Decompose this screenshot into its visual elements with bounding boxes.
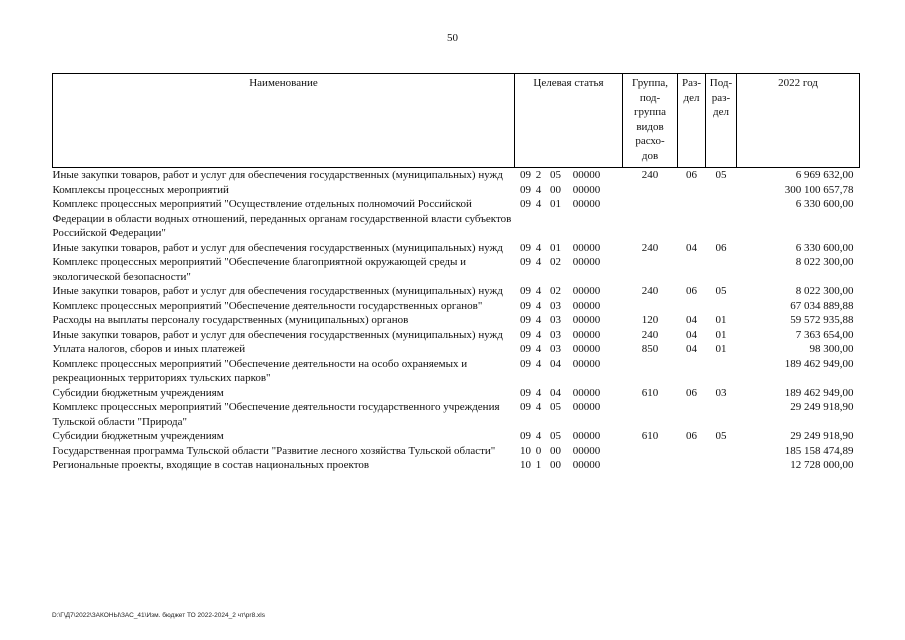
row-amount-2022: 67 034 889,88 bbox=[790, 299, 854, 312]
target-code-part: 09 bbox=[520, 314, 531, 326]
target-code-part: 00 bbox=[550, 459, 561, 471]
target-code-part: 09 bbox=[520, 241, 531, 254]
row-section bbox=[678, 299, 706, 314]
target-code-part: 01 bbox=[550, 241, 561, 254]
header-section-line: Раз- bbox=[681, 77, 701, 89]
target-code-part: 00000 bbox=[572, 328, 601, 341]
row-subsection: 05 bbox=[715, 285, 727, 297]
target-code-part: 03 bbox=[550, 314, 561, 326]
target-code-part: 09 bbox=[520, 357, 531, 370]
row-amount-2022: 7 363 654,00 bbox=[795, 328, 854, 341]
row-target-article bbox=[515, 197, 623, 241]
row-name: Уплата налогов, сборов и иных платежей bbox=[52, 343, 246, 355]
row-name: Государственная программа Тульской области "Развитие лесного хозяйства Тульской области" bbox=[52, 444, 496, 457]
row-target-article bbox=[515, 342, 623, 357]
file-path-footer: D:\Г\Д7\2022\ЗАКОНЫ\ЗАС_41\Изм. бюджет ТО 2022-2024_2 чт\pr8.xls bbox=[52, 612, 265, 619]
target-code-part: 03 bbox=[550, 343, 561, 355]
target-code-part: 00000 bbox=[572, 401, 601, 413]
row-expense-group: 240 bbox=[641, 285, 659, 297]
row-expense-group bbox=[623, 197, 678, 241]
target-code-part: 00000 bbox=[572, 183, 601, 196]
row-section bbox=[678, 197, 706, 241]
row-amount-2022: 12 728 000,00 bbox=[790, 459, 854, 471]
target-code-part: 4 bbox=[535, 357, 542, 370]
target-code-part: 09 bbox=[520, 401, 531, 413]
row-expense-group: 850 bbox=[641, 343, 659, 355]
row-name: Комплекс процессных мероприятий "Обеспечение деятельности государственных органов" bbox=[52, 299, 483, 312]
row-target-article bbox=[515, 429, 623, 444]
target-code-part: 05 bbox=[550, 401, 561, 413]
row-section: 06 bbox=[686, 285, 697, 297]
target-code-part: 4 bbox=[535, 256, 542, 268]
target-code-part: 00000 bbox=[572, 241, 601, 254]
target-code-part: 03 bbox=[550, 299, 561, 312]
target-code-part: 4 bbox=[535, 241, 542, 254]
target-code-part: 00000 bbox=[572, 169, 601, 181]
table-row bbox=[53, 197, 860, 241]
row-expense-group bbox=[623, 458, 678, 473]
row-amount-2022: 29 249 918,90 bbox=[790, 401, 854, 413]
target-code-part: 4 bbox=[535, 183, 542, 196]
row-amount-2022: 189 462 949,00 bbox=[784, 357, 854, 370]
row-subsection bbox=[706, 458, 737, 473]
row-section: 04 bbox=[686, 343, 697, 355]
target-code-part: 09 bbox=[520, 198, 531, 210]
row-subsection: 06 bbox=[715, 241, 727, 254]
target-code-part: 03 bbox=[550, 328, 561, 341]
target-code-part: 04 bbox=[550, 386, 561, 399]
row-amount-2022: 6 969 632,00 bbox=[795, 169, 854, 181]
row-amount-2022: 300 100 657,78 bbox=[784, 183, 854, 196]
target-code-part: 00 bbox=[550, 183, 561, 196]
row-expense-group: 240 bbox=[641, 241, 659, 254]
target-code-part: 09 bbox=[520, 299, 531, 312]
table-row bbox=[53, 313, 860, 328]
row-expense-group: 240 bbox=[641, 328, 659, 341]
header-year-2022: 2022 год bbox=[737, 74, 860, 168]
row-target-article bbox=[515, 183, 623, 198]
target-code-part: 00000 bbox=[572, 256, 601, 268]
row-amount-2022: 6 330 600,00 bbox=[795, 241, 854, 254]
header-section-line: дел bbox=[683, 91, 700, 104]
page-number: 50 bbox=[447, 32, 458, 44]
row-subsection: 03 bbox=[715, 386, 727, 399]
row-subsection bbox=[706, 255, 737, 284]
row-name: Комплексы процессных мероприятий bbox=[52, 183, 229, 196]
target-code-part: 09 bbox=[520, 183, 531, 196]
header-subsection-line: раз- bbox=[711, 91, 731, 104]
row-subsection bbox=[706, 444, 737, 459]
target-code-part: 4 bbox=[535, 430, 542, 442]
row-target-article bbox=[515, 255, 623, 284]
row-section: 06 bbox=[686, 386, 697, 399]
header-group-line: Группа, bbox=[632, 77, 668, 89]
row-expense-group bbox=[623, 444, 678, 459]
row-subsection: 01 bbox=[715, 314, 727, 326]
target-code-part: 00000 bbox=[572, 314, 601, 326]
target-code-part: 02 bbox=[550, 256, 561, 268]
table-row bbox=[53, 444, 860, 459]
row-target-article bbox=[515, 299, 623, 314]
target-code-part: 4 bbox=[535, 285, 542, 297]
row-target-article bbox=[515, 168, 623, 183]
target-code-part: 00000 bbox=[572, 285, 601, 297]
header-name: Наименование bbox=[53, 74, 515, 168]
row-name: Субсидии бюджетным учреждениям bbox=[52, 386, 224, 399]
row-amount-2022: 8 022 300,00 bbox=[795, 256, 854, 268]
header-subsection bbox=[706, 74, 737, 168]
row-expense-group: 610 bbox=[641, 430, 659, 442]
row-amount-2022: 6 330 600,00 bbox=[795, 198, 854, 210]
row-target-article bbox=[515, 444, 623, 459]
target-code-part: 00000 bbox=[572, 343, 601, 355]
table-row bbox=[53, 299, 860, 314]
target-code-part: 00000 bbox=[572, 430, 601, 442]
row-name: Иные закупки товаров, работ и услуг для обеспечения государственных (муниципальных) нужд bbox=[52, 241, 503, 254]
header-group-line: дов bbox=[641, 149, 659, 162]
row-amount-2022: 185 158 474,89 bbox=[784, 444, 854, 457]
table-row bbox=[53, 400, 860, 429]
row-target-article bbox=[515, 400, 623, 429]
header-target-article: Целевая статья bbox=[515, 74, 623, 168]
table-row bbox=[53, 458, 860, 473]
row-target-article bbox=[515, 313, 623, 328]
table-body bbox=[53, 168, 860, 473]
row-name: Иные закупки товаров, работ и услуг для обеспечения государственных (муниципальных) нужд bbox=[52, 285, 503, 297]
budget-table bbox=[52, 73, 860, 473]
row-amount-2022: 29 249 918,90 bbox=[790, 430, 854, 442]
row-section: 04 bbox=[686, 241, 697, 254]
row-section bbox=[678, 255, 706, 284]
row-subsection: 05 bbox=[715, 430, 727, 442]
table-row bbox=[53, 386, 860, 401]
header-section bbox=[678, 74, 706, 168]
row-subsection bbox=[706, 299, 737, 314]
target-code-part: 4 bbox=[535, 401, 542, 413]
row-section: 06 bbox=[686, 169, 697, 181]
row-name: Субсидии бюджетным учреждениям bbox=[52, 430, 224, 442]
target-code-part: 02 bbox=[550, 285, 561, 297]
target-code-part: 00000 bbox=[572, 198, 601, 210]
row-expense-group bbox=[623, 400, 678, 429]
target-code-part: 09 bbox=[520, 328, 531, 341]
target-code-part: 09 bbox=[520, 386, 531, 399]
target-code-part: 09 bbox=[520, 430, 531, 442]
header-group-line: расхо- bbox=[635, 135, 665, 147]
row-name: Комплекс процессных мероприятий "Обеспечение благоприятной окружающей среды и экологической безопасности" bbox=[52, 256, 467, 283]
row-amount-2022: 8 022 300,00 bbox=[795, 285, 854, 297]
table-row bbox=[53, 183, 860, 198]
target-code-part: 10 bbox=[520, 459, 531, 471]
row-target-article bbox=[515, 241, 623, 256]
target-code-part: 00000 bbox=[572, 459, 601, 471]
table-row bbox=[53, 429, 860, 444]
target-code-part: 4 bbox=[535, 343, 542, 355]
row-amount-2022: 98 300,00 bbox=[809, 343, 854, 355]
row-section bbox=[678, 357, 706, 386]
row-expense-group: 120 bbox=[641, 314, 659, 326]
target-code-part: 4 bbox=[535, 299, 542, 312]
table-row bbox=[53, 241, 860, 256]
row-expense-group bbox=[623, 183, 678, 198]
target-code-part: 00 bbox=[550, 444, 561, 457]
row-name: Расходы на выплаты персоналу государственных (муниципальных) органов bbox=[52, 314, 409, 326]
target-code-part: 01 bbox=[550, 198, 561, 210]
target-code-part: 4 bbox=[535, 198, 542, 210]
row-name: Комплекс процессных мероприятий "Обеспечение деятельности на особо охраняемых и рекреационных территориях тульских парков" bbox=[52, 357, 468, 384]
row-name: Региональные проекты, входящие в состав национальных проектов bbox=[52, 459, 370, 471]
row-section bbox=[678, 400, 706, 429]
row-expense-group: 610 bbox=[641, 386, 659, 399]
row-subsection: 01 bbox=[715, 343, 727, 355]
target-code-part: 4 bbox=[535, 314, 542, 326]
target-code-part: 1 bbox=[535, 459, 542, 471]
header-expense-group bbox=[623, 74, 678, 168]
row-name: Иные закупки товаров, работ и услуг для обеспечения государственных (муниципальных) нужд bbox=[52, 169, 503, 181]
row-subsection: 01 bbox=[715, 328, 727, 341]
target-code-part: 00000 bbox=[572, 386, 601, 399]
target-code-part: 09 bbox=[520, 169, 531, 181]
table-row bbox=[53, 328, 860, 343]
table-row bbox=[53, 255, 860, 284]
row-section: 06 bbox=[686, 430, 697, 442]
row-name: Иные закупки товаров, работ и услуг для обеспечения государственных (муниципальных) нужд bbox=[52, 328, 503, 341]
row-subsection: 05 bbox=[715, 169, 727, 181]
row-target-article bbox=[515, 284, 623, 299]
row-expense-group bbox=[623, 299, 678, 314]
row-target-article bbox=[515, 357, 623, 386]
target-code-part: 04 bbox=[550, 357, 561, 370]
header-group-line: видов bbox=[636, 120, 664, 133]
row-amount-2022: 59 572 935,88 bbox=[790, 314, 854, 326]
row-name: Комплекс процессных мероприятий "Обеспечение деятельности государственного учреждения Тульской области "Природа" bbox=[52, 401, 500, 428]
target-code-part: 09 bbox=[520, 285, 531, 297]
header-subsection-line: Под- bbox=[709, 77, 733, 89]
row-expense-group bbox=[623, 255, 678, 284]
target-code-part: 4 bbox=[535, 328, 542, 341]
row-amount-2022: 189 462 949,00 bbox=[784, 386, 854, 399]
table-row bbox=[53, 342, 860, 357]
row-expense-group bbox=[623, 357, 678, 386]
row-target-article bbox=[515, 386, 623, 401]
row-section bbox=[678, 458, 706, 473]
row-section bbox=[678, 183, 706, 198]
header-group-line: группа bbox=[633, 106, 667, 118]
row-subsection bbox=[706, 197, 737, 241]
row-subsection bbox=[706, 400, 737, 429]
row-section bbox=[678, 444, 706, 459]
row-expense-group: 240 bbox=[641, 169, 659, 181]
table-row bbox=[53, 357, 860, 386]
target-code-part: 2 bbox=[535, 169, 542, 181]
row-target-article bbox=[515, 328, 623, 343]
header-subsection-line: дел bbox=[713, 106, 729, 118]
target-code-part: 05 bbox=[550, 430, 561, 442]
target-code-part: 0 bbox=[535, 444, 542, 457]
target-code-part: 00000 bbox=[572, 299, 601, 312]
target-code-part: 09 bbox=[520, 256, 531, 268]
header-row bbox=[53, 74, 860, 168]
row-subsection bbox=[706, 183, 737, 198]
table-row bbox=[53, 168, 860, 183]
target-code-part: 10 bbox=[520, 444, 531, 457]
target-code-part: 09 bbox=[520, 343, 531, 355]
row-section: 04 bbox=[686, 314, 697, 326]
row-subsection bbox=[706, 357, 737, 386]
target-code-part: 4 bbox=[535, 386, 542, 399]
header-group-line: под- bbox=[639, 91, 661, 104]
target-code-part: 00000 bbox=[572, 357, 601, 370]
row-section: 04 bbox=[686, 328, 697, 341]
row-name: Комплекс процессных мероприятий "Осуществление отдельных полномочий Российской Федерации в области водных отношений, переданных органам государственной власти субъектов Российской Федерации" bbox=[52, 198, 512, 239]
row-target-article bbox=[515, 458, 623, 473]
budget-table-container bbox=[52, 73, 859, 473]
target-code-part: 00000 bbox=[572, 444, 601, 457]
target-code-part: 05 bbox=[550, 169, 561, 181]
table-row bbox=[53, 284, 860, 299]
